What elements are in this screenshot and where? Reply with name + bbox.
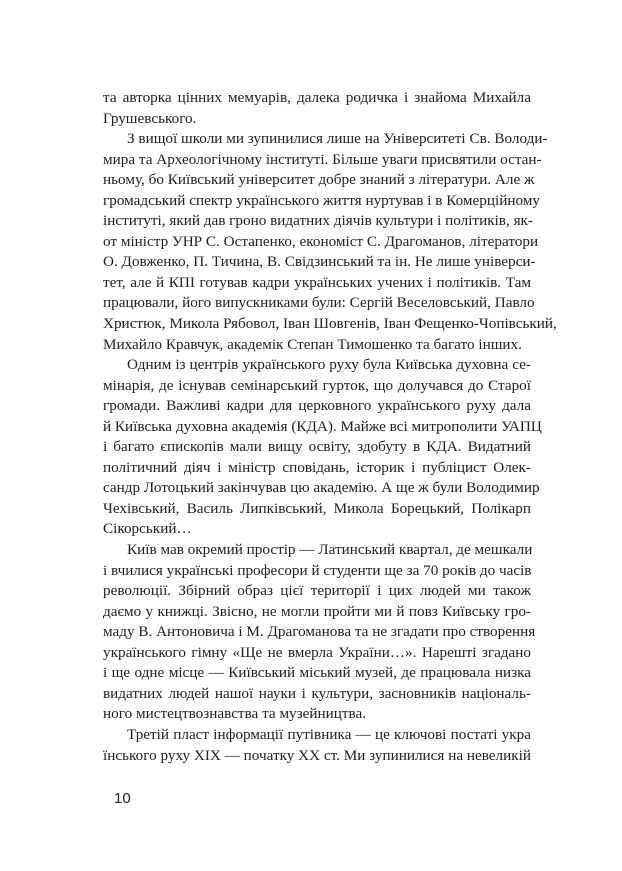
text-line: О. Довженко, П. Тичина, В. Свідзинський та ін. Не лише універси- [103,253,536,271]
text-line: З вищої школи ми зупинилися лише на Університеті Св. Володи- [127,130,548,148]
page-number: 10 [114,790,131,807]
text-line: й Київська духовна академія (КДА). Майже всі митрополити УАПЦ [103,417,542,435]
text-line: Христюк, Микола Рябовол, Іван Шовгенів, Іван Фещенко-Чопівський, [103,315,557,333]
text-line: Грушевського. [103,109,197,127]
text-line: Чехівський, Василь Липківський, Микола Борецький, Полікарп [103,499,531,517]
text-line: Третій пласт інформації путівника — це ключові постаті укра [127,725,531,743]
text-line: і вчилися українські професори й студенти ще за 70 років до часів [103,561,532,579]
text-line: та авторка цінних мемуарів, далека родичка і знайома Михайла [103,89,531,106]
text-line: працювали, його випускниками були: Сергій Веселовський, Павло [103,294,535,312]
text-line: Київ мав окремий простір — Латинський квартал, де мешкали [127,541,533,559]
text-line: ного мистецтвознавства та музейництва. [103,705,367,723]
text-line: революції. Збірний образ цієї території і цих людей ми також [103,582,531,600]
text-line: маду В. Антоновича і М. Драгоманова та не згадати про створення [103,623,536,641]
text-line: даємо у книжці. Звісно, не могли пройти ми й повз Київську гро- [103,602,531,620]
text-line: Одним із центрів українського руху була Київська духовна се- [127,356,531,374]
text-line: от міністр УНР С. Остапенко, економіст С. Драгоманов, літератори [103,232,539,250]
text-line: мира та Археологічному інституті. Більше уваги присвятили остан- [103,150,542,168]
text-line: ньому, бо Київський університет добре знаний з літератури. Але ж [103,171,535,189]
text-line: політичний діяч і міністр сповідань, історик і публіцист Олек- [103,458,531,476]
text-line: Сікорський… [103,520,192,538]
text-line: громадський спектр українського життя нуртував і в Комерційному [103,191,540,209]
text-line: і багато єпископів мали вищу освіту, здобуту в КДА. Видатний [103,438,531,456]
text-line: Михайло Кравчук, академік Степан Тимошенко та багато інших. [103,335,522,353]
text-line: українського гімну «Ще не вмерла України…». Нарешті згадано [103,643,531,661]
text-line: мінарія, де існував семінарський гурток, що долучався до Старої [103,376,531,394]
text-line: видатних людей нашої науки і культури, засновників національ- [103,684,531,702]
text-line: їнського руху XIX — початку XX ст. Ми зупинилися на невеликій [103,746,531,764]
text-line: тет, але й КПІ готував кадри українських учених і політиків. Там [103,273,531,291]
text-line: сандр Лотоцький закінчував цю академію. А ще ж були Володимир [103,479,540,497]
text-line: і ще одне місце — Київський міський музей, де працювала низка [103,664,531,682]
body-text [103,88,557,766]
text-line: громади. Важливі кадри для церковного українського руху дала [103,397,531,415]
text-line: інституті, який дав гроно видатних діячів культури і політиків, як- [103,212,533,230]
